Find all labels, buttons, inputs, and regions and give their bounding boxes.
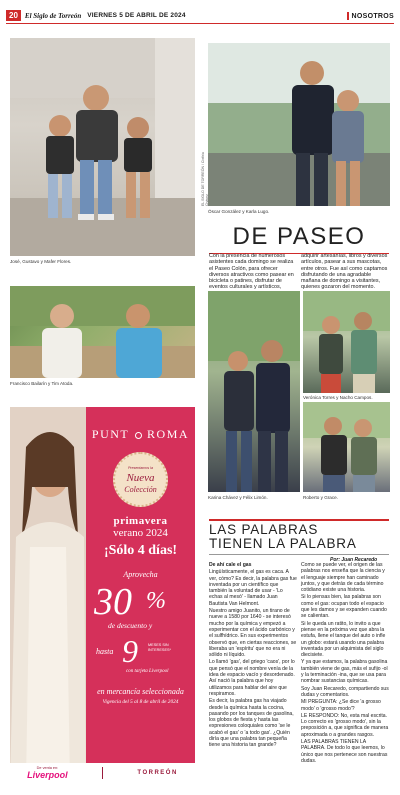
photo5-caption: Verónica Torres y Nacho Campos. [303,395,373,400]
advertisement-punto-roma[interactable] [10,407,195,783]
column-title-line2: TIENEN LA PALABRA [209,536,357,551]
ad-city: TORREÓN [137,770,178,776]
photo1-caption: José, Gustavo y Mafer Flores. [10,259,72,264]
ad-brand-left: PUNT [91,427,130,441]
ad-days: ¡Sólo 4 días! [103,543,178,558]
article-title-de-paseo: DE PASEO [209,223,389,254]
photo-roberto-grace [303,402,390,492]
ad-aprovecha: Aprovecha [123,570,158,579]
photo-bailarin-atoda-illustration [10,286,195,378]
column-paragraph: Nuestro amigo Juanito, un tirano de nueve a 1580 por 1640 - se interesó mucho por la química y empezó a experimentar con el ácido carbónico y el sulfhídrico. En sus experimentos observó que, en ciertas reacciones, se liberaba un 'espíritu' que no era ni sólido ni líquido. [209,608,297,659]
ad-discount-desc [108,621,152,630]
page-number: 20 [6,10,21,21]
ad-discount-number: 30 [94,581,132,623]
ad-stamp-small: Presentamos la [128,466,153,470]
column-paragraph: Y ya que estamos, la palabra gasolina también viene de gas, más el sufijo -ol y la terminación -ina, que se usa para nombrar sustancias químicas. [301,659,388,685]
column-title-line1: LAS PALABRAS [209,522,319,537]
column-subhead: De ahí cale el gas [209,562,252,568]
newspaper-name: El Siglo de Torreón [24,11,82,20]
ad-on-sale-label: De venta en: [36,766,59,770]
column-paragraph: LAS PALABRAS TIENEN LA PALABRA. De todo lo que leemos, lo único que nos pertenece son nuestras dudas. [301,739,388,764]
column-paragraph: Si le queda un ratito, lo invito a que piense en la próxima vez que abra la estufa, llene el tanque del auto o infle un globo: estará usando una palabra inventada por un alquimista del siglo diecisiete. [301,620,386,659]
photo6-caption: Roberto y Grace. [303,495,338,500]
photo-chavez-limon-illustration [208,291,300,492]
photo3-caption: Óscar González y Karla Lugo. [208,209,270,214]
ad-brand-logo [86,427,195,442]
column-paragraph: MI PREGUNTA: ¿Se dice 'a grosso modo' o 'grosso modo'? [301,699,381,712]
photo-family-flores [10,38,195,256]
ad-season-line1: primavera [113,515,168,527]
photo-family-flores-illustration [10,38,195,256]
photo-torres-campos [303,291,390,393]
ad-stamp-big1: Nueva [126,472,155,484]
ad-discount-desc1: de descuento [108,621,147,630]
ad-discount-percent: % [146,588,166,614]
column-text-2 [301,562,389,765]
column-text-1 [209,562,297,750]
ad-model-photo [10,407,86,783]
photo-roberto-grace-illustration [303,402,390,492]
photo-bailarin-atoda [10,286,195,378]
ad-brand-dot-icon [135,432,142,439]
ad-months-number: 9 [122,633,138,669]
ad-stamp-big2: Colección [124,485,157,494]
ad-model-illustration [10,407,86,783]
section-bar [347,12,349,20]
column-paragraph: Lo llamó 'gas', del griego 'caos', por lo que pensó que el nombre venía de la idea de espacio vacío y desordenado. Así nació la palabra que hoy utilizamos para hablar del aire que respiramos. [209,659,295,697]
column-title [209,519,389,555]
photo2-caption: Francisco Bailarín y Tim Atoda. [10,381,74,386]
ad-merchandise: en mercancía seleccionada [97,687,184,696]
photo-gonzalez-lugo-illustration [208,43,390,206]
ad-discount-desc2: y [148,621,153,630]
column-paragraph: Como se puede ver, el origen de las palabras nos enseña que la ciencia y el lenguaje siempre han caminado juntos, y que detrás de cada término cotidiano existe una historia. [301,562,385,594]
page-header [6,8,394,24]
ad-content [86,407,195,783]
ad-season-line2: verano 2024 [113,527,168,539]
ad-brand-right: ROMA [147,427,190,441]
ad-footer-divider [102,767,103,779]
ad-validity: Vigencia del 5 al 8 de abril de 2024 [102,699,179,705]
photo-chavez-limon [208,291,300,492]
photo4-caption: Karina Chávez y Félix Limón. [208,495,268,500]
ad-store-block [27,766,68,780]
column-paragraph: Si lo piensas bien, las palabras son como el gas: ocupan todo el espacio que les damos y se expanden cuando se calientan. [301,594,387,620]
column-paragraph: Lingüísticamente, el gas es caca. A ver, cómo? Es decir, la palabra gas fue inventada por un científico que también la voluntad de usar - 'Lo echas al mesó' - llamado Juan Bautista Van Helmont. [209,569,297,607]
issue-date: VIERNES 5 DE ABRIL DE 2024 [87,12,186,19]
photo3-credit: EL SIGLO DE TORREÓN / Cinthia Chávez [201,152,209,206]
photo-torres-campos-illustration [303,291,390,393]
ad-months-text: MESES SIN INTERESES* [148,643,171,652]
ad-hasta: hasta [96,647,114,656]
column-byline: Por: Juan Recaredo [330,557,378,563]
ad-store-logo: Liverpool [27,770,68,780]
column-paragraph: Soy Juan Recaredo, compartiendo sus dudas y comentarios. [301,685,389,698]
ad-card: con tarjeta Liverpool [126,669,169,674]
article-intro-right: adquirir artesanías, libros y diversos artículos, pasear a sus mascotas, entre otros. Fue así como captamos disfrutando de una agradable mañana de domingo a visitantes, quienes gozaron del momento. [301,253,388,291]
article-intro-left: Con la presencia de numerosos asistentes cada domingo se realiza el Paseo Colón, para ofrecer diversos atractivos como pasear en bicicleta o patines, disfrutar de eventos culturales y artísticos, [209,253,294,291]
section-label: NOSOTROS [351,12,394,20]
ad-collection-stamp [113,452,168,507]
section-name [347,12,394,20]
column-paragraph: LE RESPONDO: No, esta mal escrita. Lo correcto es 'grosso modo', sin la preposición a, que significa de manera aproximada o a grandes rasgos. [301,712,389,738]
photo-gonzalez-lugo [208,43,390,206]
ad-footer [10,763,195,783]
column-paragraph: Es decir, la palabra gas ha viajado desde la química hasta la cocina, pasando por los tanques de gasolina, los globos de fiesta y hasta las expresiones coloquiales como 'se le acabó el gas' o 'a todo gas'. ¿Quién diría que una palabra tan pequeña tiene una historia tan grande? [209,698,294,749]
